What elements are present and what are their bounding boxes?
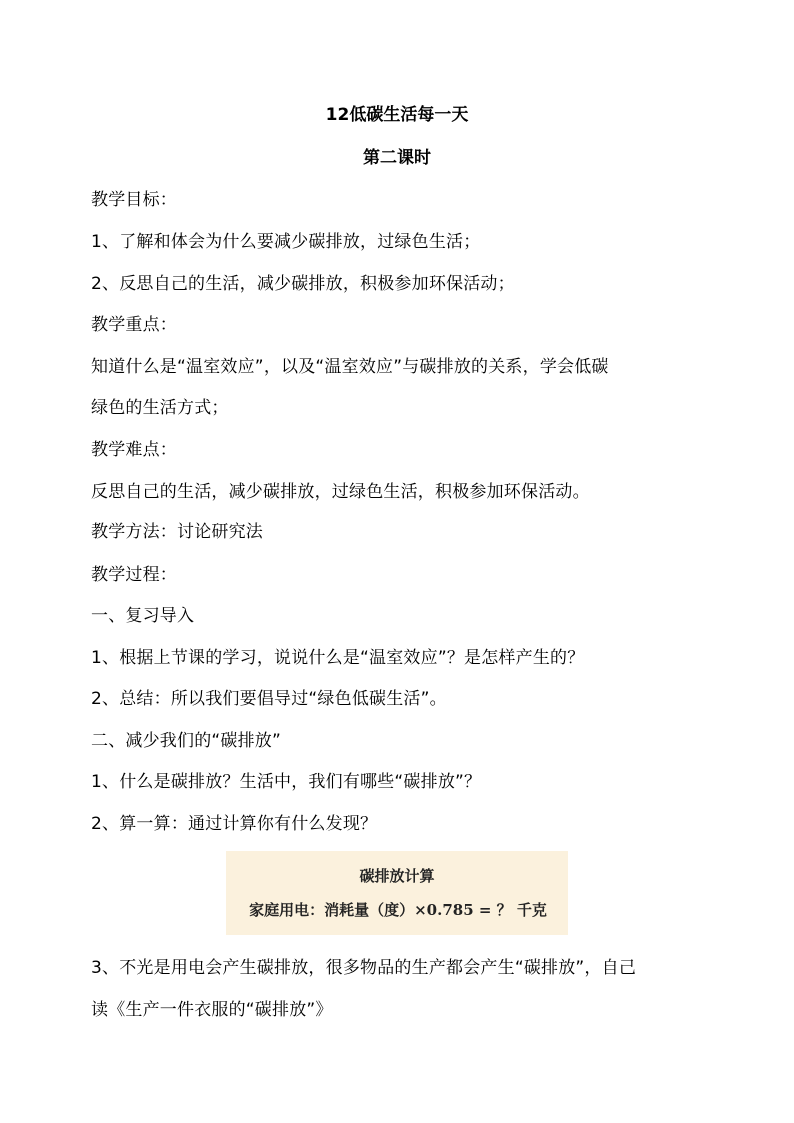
process-part-1-heading: 一、复习导入 bbox=[91, 606, 195, 626]
difficulties-text: 反思自己的生活，减少碳排放，过绿色生活，积极参加环保活动。 bbox=[91, 482, 590, 502]
section-heading-process: 教学过程： bbox=[91, 565, 177, 585]
document-title: 12低碳生活每一天 bbox=[325, 105, 469, 125]
teaching-method: 教学方法：讨论研究法 bbox=[91, 522, 263, 542]
section-heading-difficulties: 教学难点： bbox=[91, 440, 177, 460]
carbon-calculation-formula: 家庭用电：消耗量（度）×0.785 = ？ 千克 bbox=[249, 901, 547, 919]
objective-item-1: 1、了解和体会为什么要减少碳排放，过绿色生活； bbox=[91, 232, 481, 252]
section-heading-objectives: 教学目标： bbox=[91, 190, 177, 210]
section-heading-key-points: 教学重点： bbox=[91, 315, 177, 335]
process-part-2-item-2: 2、算一算：通过计算你有什么发现？ bbox=[91, 814, 378, 834]
process-part-2-item-3-line-1: 3、不光是用电会产生碳排放，很多物品的生产都会产生“碳排放”，自己 bbox=[91, 958, 637, 978]
process-part-1-item-1: 1、根据上节课的学习，说说什么是“温室效应”？是怎样产生的？ bbox=[91, 648, 585, 668]
document-subtitle: 第二课时 bbox=[363, 148, 431, 168]
key-points-text-line-1: 知道什么是“温室效应”，以及“温室效应”与碳排放的关系，学会低碳 bbox=[91, 357, 609, 377]
process-part-2-item-3-line-2: 读《生产一件衣服的“碳排放”》 bbox=[91, 1000, 333, 1020]
objective-item-2: 2、反思自己的生活，减少碳排放，积极参加环保活动； bbox=[91, 274, 515, 294]
carbon-calculation-box bbox=[226, 851, 568, 935]
process-part-1-item-2: 2、总结：所以我们要倡导过“绿色低碳生活”。 bbox=[91, 689, 447, 709]
process-part-2-item-1: 1、什么是碳排放？生活中，我们有哪些“碳排放”？ bbox=[91, 772, 482, 792]
key-points-text-line-2: 绿色的生活方式； bbox=[91, 398, 229, 418]
carbon-calculation-title: 碳排放计算 bbox=[359, 867, 435, 885]
process-part-2-heading: 二、减少我们的“碳排放” bbox=[91, 731, 282, 751]
